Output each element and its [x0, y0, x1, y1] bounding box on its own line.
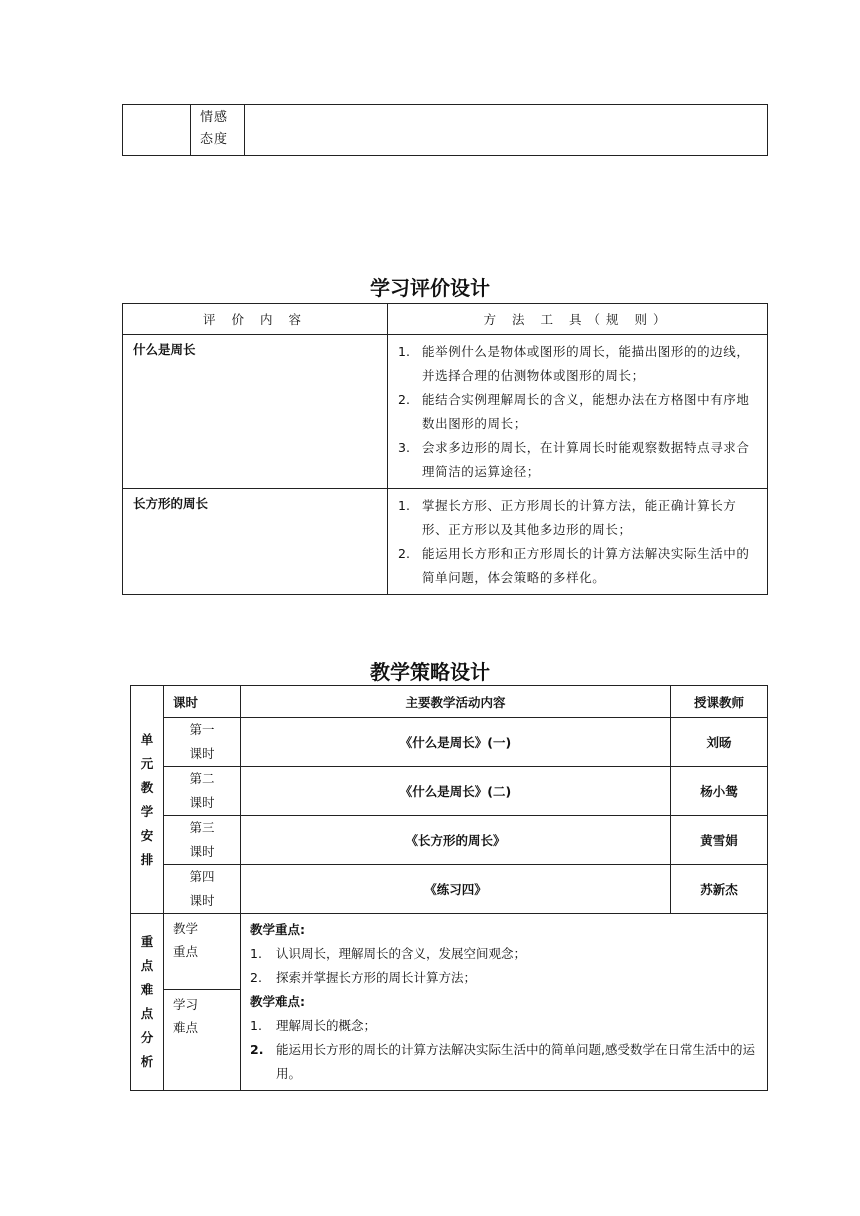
- diff-item: 2. 能运用长方形的周长的计算方法解决实际生活中的简单问题,感受数学在日常生活中的运用。: [250, 1042, 755, 1081]
- top-table: [122, 104, 768, 156]
- header-period: 课时: [164, 686, 241, 718]
- eval-item: 1. 掌握长方形、正方形周长的计算方法，能正确计算长方形、正方形以及其他多边形的周长；: [398, 498, 737, 537]
- lesson-period: 第四 课时: [164, 865, 241, 914]
- diff-heading: 教学难点:: [250, 994, 305, 1009]
- key-item: 1. 认识周长，理解周长的含义，发展空间观念；: [250, 946, 527, 961]
- header-content: 主要教学活动内容: [241, 686, 671, 718]
- lesson-teacher: 杨小鸳: [671, 767, 768, 816]
- lesson-teacher: 苏新杰: [671, 865, 768, 914]
- eval-row-items: [388, 335, 767, 488]
- lesson-period: 第一 课时: [164, 718, 241, 767]
- eval-item: 2. 能结合实例理解周长的含义，能想办法在方格图中有序地数出图形的周长；: [398, 392, 750, 431]
- eval-item: 2. 能运用长方形和正方形周长的计算方法解决实际生活中的简单问题，体会策略的多样化。: [398, 546, 750, 585]
- eval-section-title: 学习评价设计: [370, 276, 490, 300]
- lesson-title: 《什么是周长》(二): [241, 767, 671, 816]
- eval-col1-header: 评 价 内 容: [123, 304, 388, 335]
- difficulty-label: 学习 难点: [164, 990, 241, 1091]
- eval-row-name: 什么是周长: [123, 335, 388, 489]
- lesson-row: [131, 718, 768, 767]
- eval-row-name: 长方形的周长: [123, 489, 388, 595]
- eval-item: 3. 会求多边形的周长，在计算周长时能观察数据特点寻求合理简洁的运算途径；: [398, 440, 750, 479]
- diff-item: 1. 理解周长的概念；: [250, 1018, 377, 1033]
- eval-col2-header: 方 法 工 具（规 则）: [388, 304, 768, 335]
- top-label-line1: 情感: [200, 110, 229, 125]
- eval-item: 1. 能举例什么是物体或图形的周长，能描出图形的的边线，并选择合理的估测物体或图形的周长；: [398, 344, 750, 383]
- strategy-table: [130, 685, 768, 1091]
- key-difficulty-content: [241, 914, 768, 1091]
- lesson-row: [131, 767, 768, 816]
- lesson-row: [131, 816, 768, 865]
- eval-table: [122, 303, 768, 595]
- header-teacher: 授课教师: [671, 686, 768, 718]
- top-table-label-cell: [191, 105, 245, 156]
- lesson-period: 第二 课时: [164, 767, 241, 816]
- top-table-empty-cell: [123, 105, 191, 156]
- lesson-title: 《练习四》: [241, 865, 671, 914]
- lesson-period: 第三 课时: [164, 816, 241, 865]
- lesson-teacher: 刘旸: [671, 718, 768, 767]
- top-label-line2: 态度: [200, 132, 229, 147]
- unit-arrangement-label: 单 元 教 学 安 排: [131, 686, 164, 914]
- top-table-content-cell: [245, 105, 768, 156]
- key-heading: 教学重点:: [250, 922, 305, 937]
- lesson-teacher: 黄雪娟: [671, 816, 768, 865]
- lesson-row: [131, 865, 768, 914]
- eval-row: [123, 335, 768, 489]
- strategy-section-title: 教学策略设计: [370, 660, 490, 684]
- eval-row: [123, 489, 768, 595]
- key-difficulty-label: 重 点 难 点 分 析: [131, 914, 164, 1091]
- key-points-label: 教学 重点: [164, 914, 241, 990]
- lesson-title: 《长方形的周长》: [241, 816, 671, 865]
- lesson-title: 《什么是周长》(一): [241, 718, 671, 767]
- key-item: 2. 探索并掌握长方形的周长计算方法；: [250, 970, 477, 985]
- eval-row-items: [388, 489, 767, 594]
